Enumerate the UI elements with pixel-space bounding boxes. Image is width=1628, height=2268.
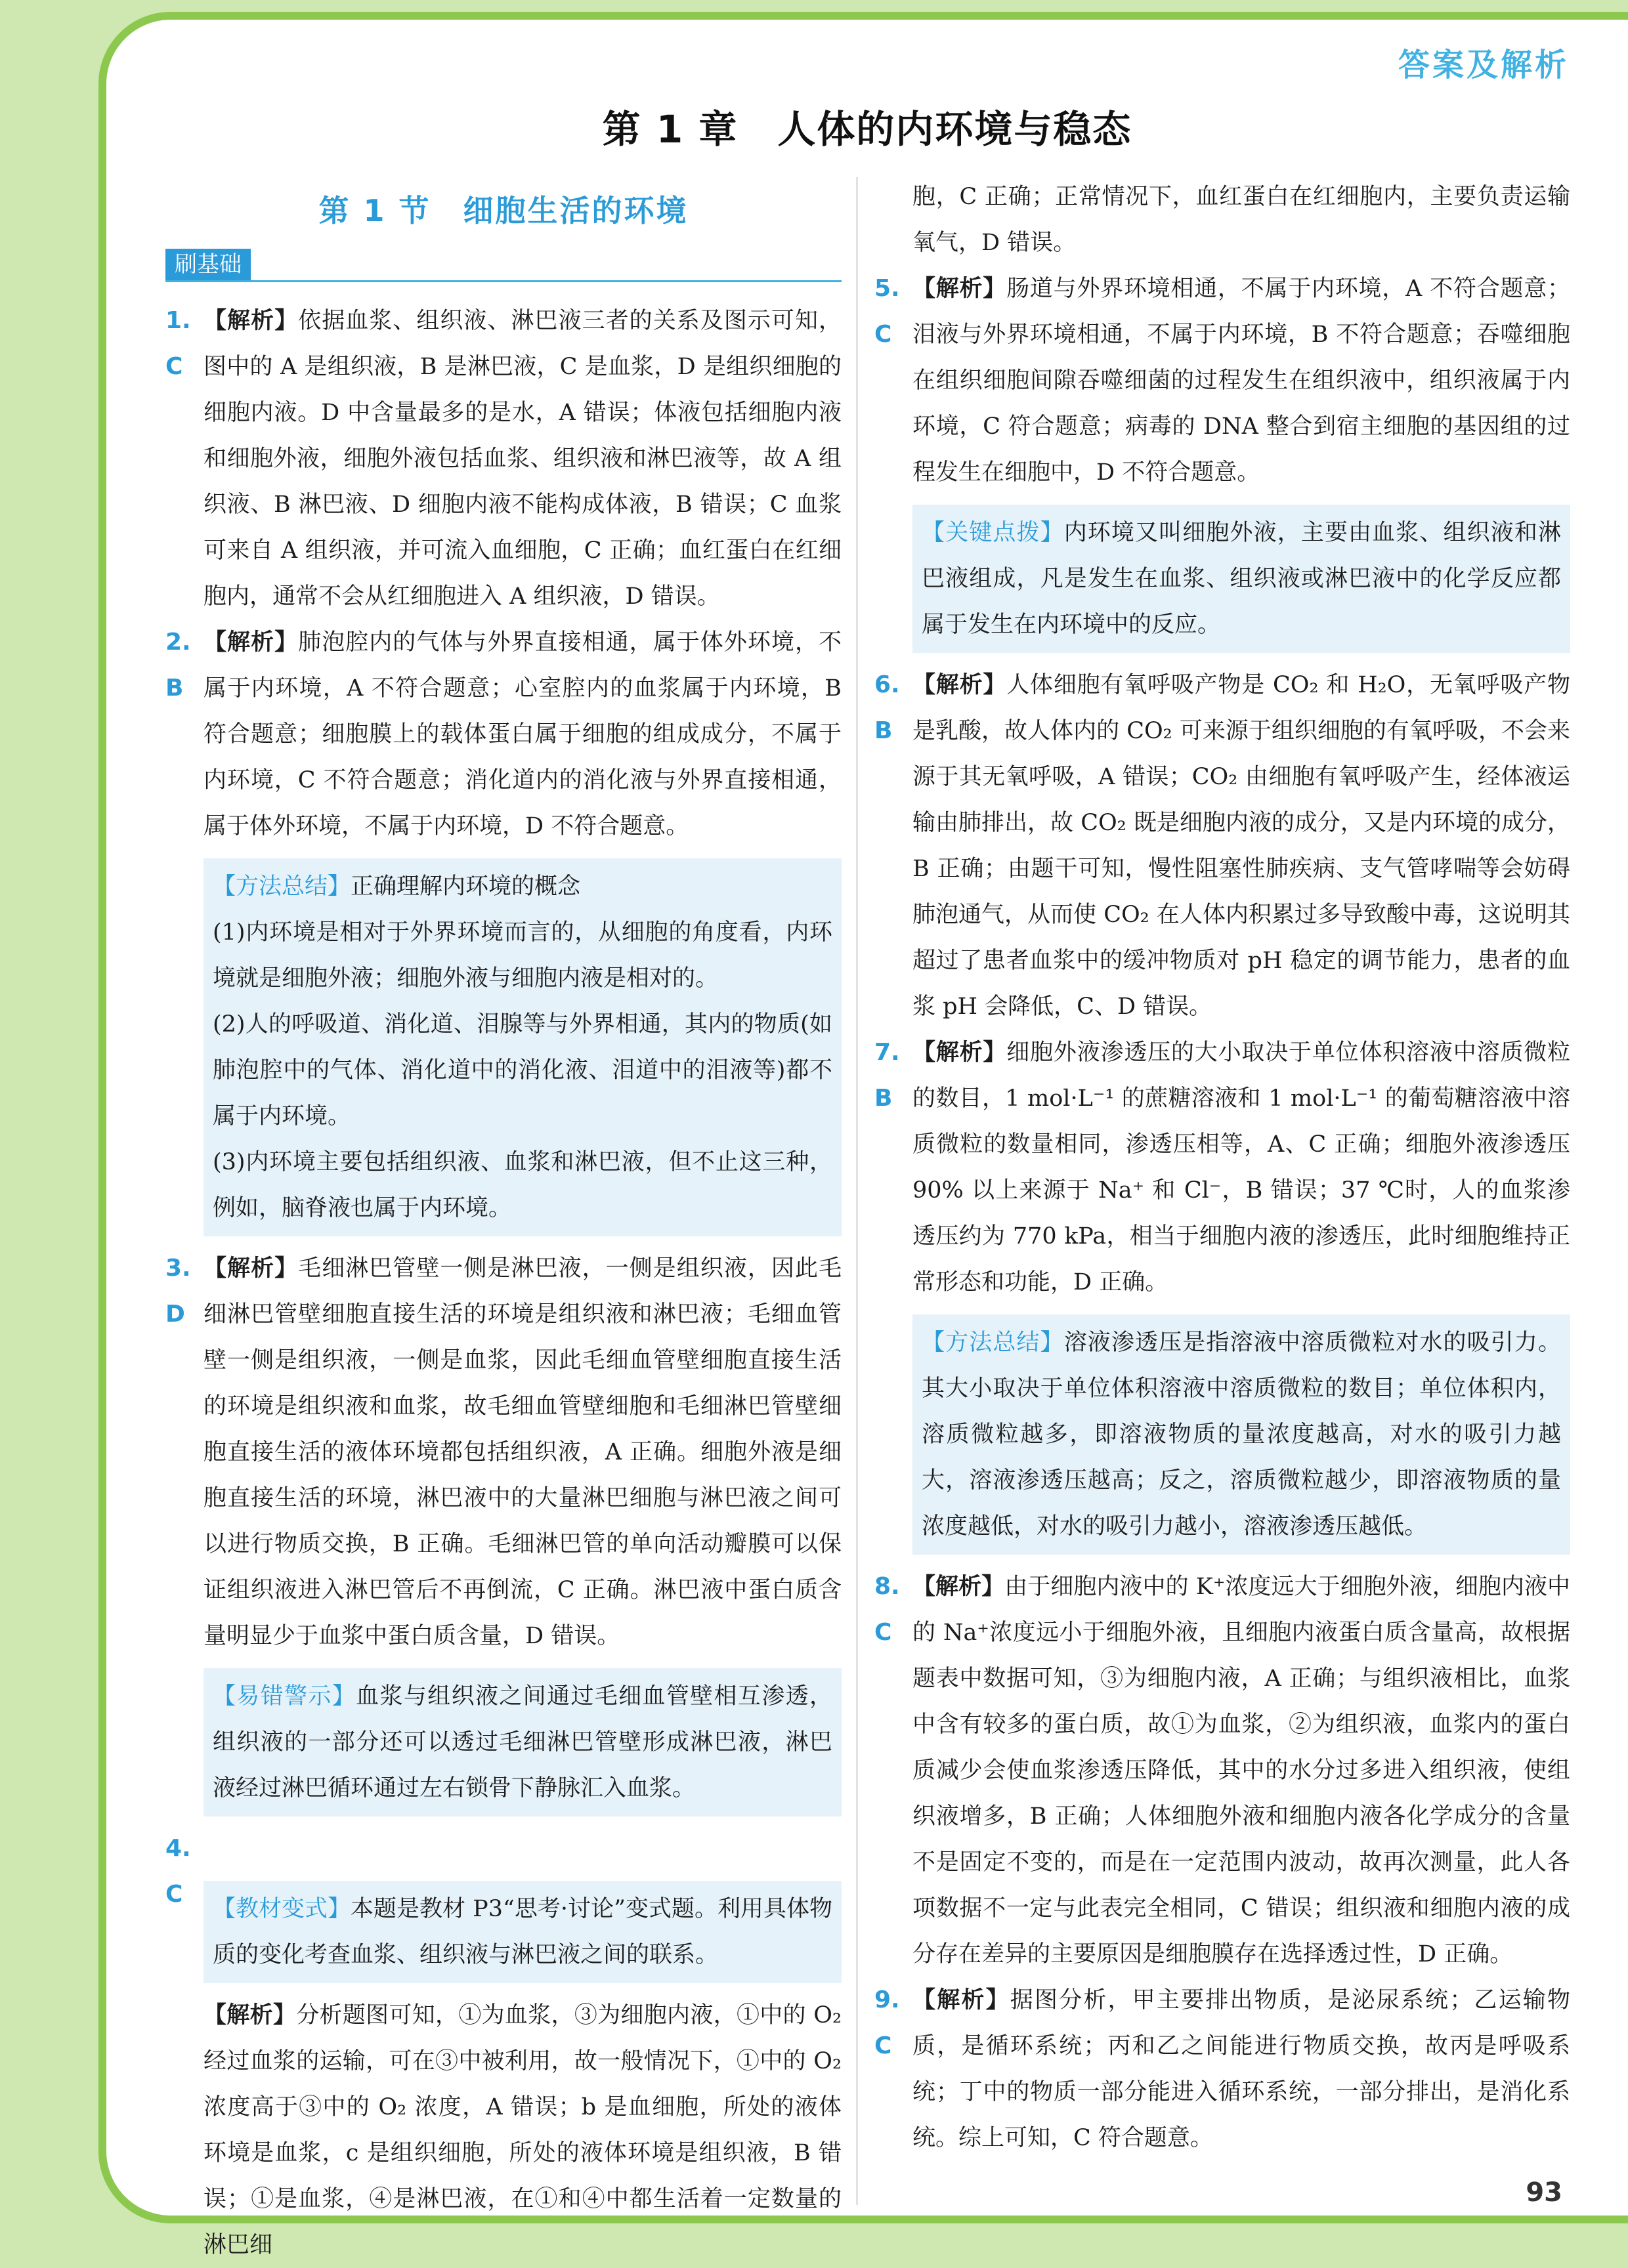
tag-row	[165, 249, 842, 282]
key-point-box	[912, 505, 1570, 653]
answer-item-9	[874, 1977, 1570, 2161]
column-divider	[856, 177, 858, 2205]
analysis-body: 依据血浆、组织液、淋巴液三者的关系及图示可知，图中的 A 是组织液，B 是淋巴液，C 是血浆，D 是组织细胞的细胞内液。D 中含量最多的是水，A 错误；体液包括细胞内液和细胞外液，细胞外液包括血浆、组织液和淋巴液等，故 A 组织液、B 淋巴液、D 细胞内液不能构成体液，B 错误；C 血浆可来自 A 组织液，并可流入血细胞，C 正确；血红蛋白在红细胞内，通常不会从红细胞进入 A 组织液，D 错误。	[204, 308, 842, 610]
answer-text	[874, 1977, 1570, 2161]
box-heading	[213, 864, 832, 910]
box-text: 内环境又叫细胞外液，主要由血浆、组织液和淋巴液组成，凡是发生在血浆、组织液或淋巴液中的化学反应都属于发生在内环境中的反应。	[922, 520, 1561, 638]
answer-text	[165, 1992, 842, 2268]
analysis-body: 据图分析，甲主要排出物质，是泌尿系统；乙运输物质，是循环系统；丙和乙之间能进行物质交换，故丙是呼吸系统；丁中的物质一部分能进入循环系统，一部分排出，是消化系统。综上可知，C 符合题意。	[912, 1987, 1570, 2151]
box-body	[213, 1673, 832, 1811]
analysis-body: 人体细胞有氧呼吸产物是 CO₂ 和 H₂O，无氧呼吸产物是乳酸，故人体内的 CO₂ 可来源于组织细胞的有氧呼吸，不会来源于其无氧呼吸，A 错误；CO₂ 由细胞有氧呼吸产生，经体液运输由肺排出，故 CO₂ 既是细胞内液的成分，又是内环境的成分，B 正确；由题干可知，慢性阻塞性肺疾病、支气管哮喘等会妨碍肺泡通气，从而使 CO₂ 在人体内积累过多导致酸中毒，这说明其超过了患者血浆中的缓冲物质对 pH 稳定的调节能力，患者的血浆 pH 会降低，C、D 错误。	[912, 672, 1570, 1020]
analysis-body: 肠道与外界环境相通，不属于内环境，A 不符合题意；泪液与外界环境相通，不属于内环境，B 不符合题意；吞噬细胞在组织细胞间隙吞噬细菌的过程发生在组织液中，组织液属于内环境，C 符合题意；病毒的 DNA 整合到宿主细胞的基因组的过程发生在细胞中，D 不符合题意。	[912, 276, 1570, 486]
answer-item-4-analysis	[165, 1992, 842, 2268]
answer-number: 1. C	[165, 307, 191, 380]
box-title: 【关键点拨】	[922, 520, 1064, 546]
answer-number: 4. C	[165, 1835, 191, 1908]
box-body	[922, 510, 1561, 648]
analysis-body: 由于细胞内液中的 K⁺浓度远大于细胞外液，细胞内液中的 Na⁺浓度远小于细胞外液，且细胞内液蛋白质含量高，故根据题表中数据可知，③为细胞内液，A 正确；与组织液相比，血浆中含有较多的蛋白质，故①为血浆，②为组织液，血浆内的蛋白质减少会使血浆渗透压降低，其中的水分过多进入组织液，使组织液增多，B 正确；人体细胞外液和细胞内液各化学成分的含量不是固定不变的，而是在一定范围内波动，故再次测量，此人各项数据不一定与此表完全相同，C 错误；组织液和细胞内液的成分存在差异的主要原因是细胞膜存在选择透过性，D 正确。	[912, 1574, 1570, 1967]
chapter-title: 第 1 章 人体的内环境与稳态	[602, 107, 1132, 152]
answer-item-1	[165, 298, 842, 620]
answer-text	[165, 1826, 842, 1872]
answer-number: 5. C	[874, 275, 900, 348]
analysis-body: 毛细淋巴管壁一侧是淋巴液，一侧是组织液，因此毛细淋巴管壁细胞直接生活的环境是组织液和淋巴液；毛细血管壁一侧是组织液，一侧是血浆，因此毛细血管壁细胞直接生活的环境是组织液和血浆，故毛细血管壁细胞和毛细淋巴管壁细胞直接生活的液体环境都包括组织液，A 正确。细胞外液是细胞直接生活的环境，淋巴液中的大量淋巴细胞与淋巴液之间可以进行物质交换，B 正确。毛细淋巴管的单向活动瓣膜可以保证组织液进入淋巴管后不再倒流，C 正确。淋巴液中蛋白质含量明显少于血浆中蛋白质含量，D 错误。	[204, 1255, 842, 1649]
box-body	[213, 1886, 832, 1978]
answer-item-7	[874, 1030, 1570, 1305]
answer-item-2	[165, 620, 842, 849]
analysis-label: 【解析】	[912, 1040, 1007, 1066]
answer-item-6	[874, 662, 1570, 1030]
section-title: 第 1 节 细胞生活的环境	[318, 193, 689, 228]
analysis-label: 【解析】	[912, 1574, 1005, 1600]
left-column	[165, 174, 842, 2268]
box-point-1: (1)内环境是相对于外界环境而言的，从细胞的角度看，内环境就是细胞外液；细胞外液与细胞内液是相对的。	[213, 919, 832, 992]
answer-text: 胞，C 正确；正常情况下，血红蛋白在红细胞内，主要负责运输氧气，D 错误。	[912, 184, 1570, 256]
answer-item-3	[165, 1246, 842, 1659]
answer-number: 6. B	[874, 671, 900, 744]
answer-text	[874, 266, 1570, 495]
analysis-label: 【解析】	[912, 276, 1007, 302]
answer-text	[165, 298, 842, 620]
error-warning-box	[204, 1668, 842, 1816]
answer-number: 3. D	[165, 1255, 191, 1328]
method-summary-box	[204, 858, 842, 1236]
box-title: 【易错警示】	[213, 1683, 356, 1710]
analysis-body: 细胞外液渗透压的大小取决于单位体积溶液中溶质微粒的数目，1 mol·L⁻¹ 的蔗糖溶液和 1 mol·L⁻¹ 的葡萄糖溶液中溶质微粒的数量相同，渗透压相等，A、C 正确；细胞外液渗透压 90% 以上来源于 Na⁺ 和 Cl⁻，B 错误；37 ℃时，人的血浆渗透压约为 770 kPa，相当于细胞内液的渗透压，此时细胞维持正常形态和功能，D 正确。	[912, 1040, 1570, 1295]
answer-item-4-continued	[874, 174, 1570, 266]
header-label: 答案及解析	[1398, 47, 1569, 83]
textbook-variant-box	[204, 1881, 842, 1983]
answer-text	[874, 1030, 1570, 1305]
analysis-label: 【解析】	[204, 308, 299, 334]
box-point-3: (3)内环境主要包括组织液、血浆和淋巴液，但不止这三种，例如，脑脊液也属于内环境。	[213, 1149, 832, 1221]
answer-number: 9. C	[874, 1986, 900, 2059]
answer-text	[165, 620, 842, 849]
analysis-label: 【解析】	[912, 1987, 1010, 2013]
method-summary-box-2	[912, 1314, 1570, 1555]
answer-number: 2. B	[165, 629, 191, 702]
answer-number: 7. B	[874, 1039, 900, 1112]
answer-text	[874, 1564, 1570, 1977]
answer-number: 8. C	[874, 1573, 900, 1646]
box-title: 【方法总结】	[922, 1330, 1064, 1356]
analysis-label: 【解析】	[912, 672, 1007, 698]
analysis-label: 【解析】	[204, 2002, 297, 2028]
box-title: 【方法总结】	[213, 873, 351, 900]
answer-item-8	[874, 1564, 1570, 1977]
analysis-body: 分析题图可知，①为血浆，③为细胞内液，①中的 O₂ 经过血浆的运输，可在③中被利用，故一般情况下，①中的 O₂ 浓度高于③中的 O₂ 浓度，A 错误；b 是血细胞，所处的液体环境是血浆，c 是组织细胞，所处的液体环境是组织液，B 错误；①是血浆，④是淋巴液，在①和④中都生活着一定数量的淋巴细	[204, 2002, 842, 2258]
box-body	[922, 1320, 1561, 1549]
page-number: 93	[1526, 2177, 1562, 2208]
analysis-label: 【解析】	[204, 1255, 299, 1282]
basic-tag: 刷基础	[165, 249, 251, 280]
box-title: 【教材变式】	[213, 1896, 351, 1922]
right-column	[874, 174, 1570, 2161]
box-text: 本题是教材 P3“思考·讨论”变式题。利用具体物质的变化考查血浆、组织液与淋巴液之间的联系。	[213, 1896, 832, 1968]
analysis-label: 【解析】	[204, 629, 299, 656]
analysis-body: 肺泡腔内的气体与外界直接相通，属于体外环境，不属于内环境，A 不符合题意；心室腔内的血浆属于内环境，B 符合题意；细胞膜上的载体蛋白属于细胞的组成成分，不属于内环境，C 不符合题意；消化道内的消化液与外界直接相通，属于体外环境，不属于内环境，D 不符合题意。	[204, 629, 842, 839]
answer-text	[874, 662, 1570, 1030]
answer-item-5	[874, 266, 1570, 495]
box-text: 溶液渗透压是指溶液中溶质微粒对水的吸引力。其大小取决于单位体积溶液中溶质微粒的数目；单位体积内，溶质微粒越多，即溶液物质的量浓度越高，对水的吸引力越大，溶液渗透压越高；反之，溶质微粒越少，即溶液物质的量浓度越低，对水的吸引力越小，溶液渗透压越低。	[922, 1330, 1561, 1540]
page-sheet	[98, 12, 1628, 2258]
box-title-text: 正确理解内环境的概念	[351, 873, 581, 900]
box-point-2: (2)人的呼吸道、消化道、泪腺等与外界相通，其内的物质(如肺泡腔中的气体、消化道中的消化液、泪道中的泪液等)都不属于内环境。	[213, 1011, 832, 1129]
answer-item-4	[165, 1826, 842, 1908]
box-text: 血浆与组织液之间通过毛细血管壁相互渗透，组织液的一部分还可以透过毛细淋巴管壁形成淋巴液，淋巴液经过淋巴循环通过左右锁骨下静脉汇入血浆。	[213, 1683, 832, 1801]
answer-text	[165, 1246, 842, 1659]
